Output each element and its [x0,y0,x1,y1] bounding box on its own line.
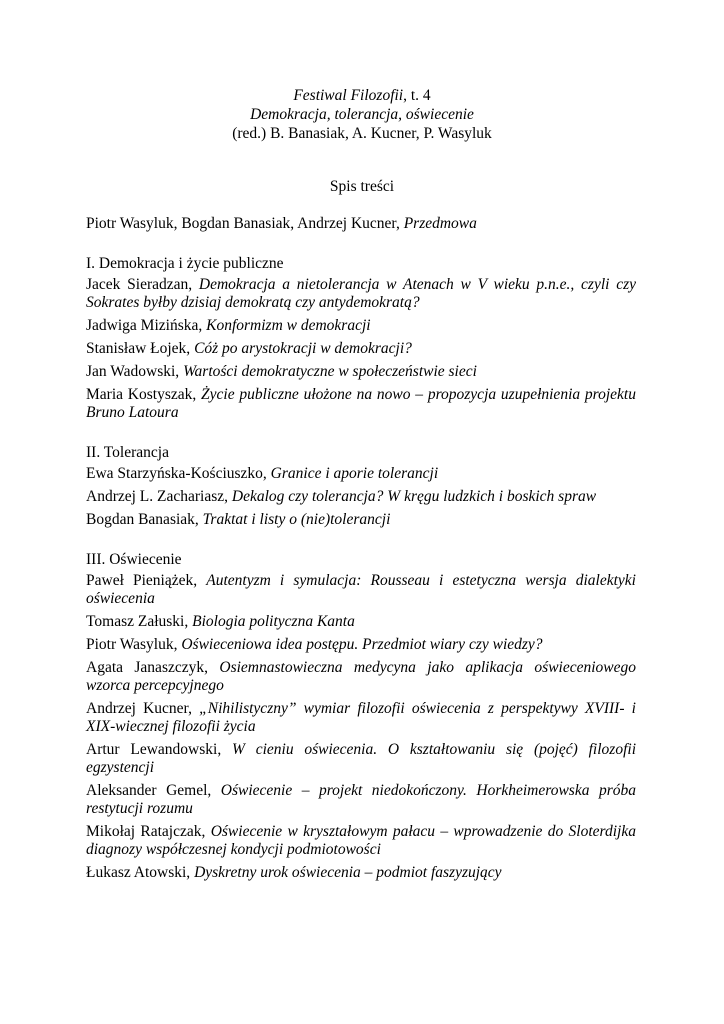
entry-title: Życie publiczne ułożone na nowo – propozycja uzupełnienia projektu Bruno Latoura [86,386,636,421]
entry-title: Granice i aporie tolerancji [270,465,439,482]
toc-entry [86,613,636,631]
toc-content [86,215,636,882]
entry-title: Oświecenie – projekt niedokończony. Horkheimerowska próba restytucji rozumu [86,782,636,817]
entry-authors: Mikołaj Ratajczak, [86,823,211,840]
toc-entry [86,864,636,882]
toc-entry [86,488,636,506]
section-gap [86,233,636,255]
toc-entry [86,317,636,335]
section-gap [86,529,636,551]
section-heading-democracy: I. Demokracja i życie publiczne [86,255,284,272]
series-line [0,86,724,105]
toc-entry [86,340,636,358]
section-heading-enlightenment: III. Oświecenie [86,551,182,568]
toc-entry [86,511,636,529]
toc-entry [86,363,636,381]
toc-entry [86,782,636,818]
entry-authors: Artur Lewandowski, [86,741,232,758]
entry-title: Traktat i listy o (nie)tolerancji [202,511,391,528]
entry-title: Cóż po arystokracji w demokracji? [194,340,412,357]
entry-title: Dekalog czy tolerancja? W kręgu ludzkich i boskich spraw [231,488,597,505]
entry-title: Oświecenie w kryształowym pałacu – wprowadzenie do Sloterdijka diagnozy współczesnej kondycji podmiotowości [86,823,636,858]
entry-authors: Andrzej Kucner, [86,700,200,717]
entry-authors: Łukasz Atowski, [86,864,195,881]
entry-title: Osiemnastowieczna medycyna jako aplikacja oświeceniowego wzorca percepcyjnego [86,659,636,694]
entry-title: Konformizm w demokracji [206,317,371,334]
entry-title: „Nihilistyczny” wymiar filozofii oświecenia z perspektywy XVIII- i XIX-wiecznej filozofii życia [86,700,636,735]
entry-authors: Tomasz Załuski, [86,613,193,630]
entry-title: Autentyzm i symulacja: Rousseau i estetyczna wersja dialektyki oświecenia [86,572,636,607]
section-heading-tolerance: II. Tolerancja [86,444,169,461]
volume-label: , t. 4 [403,87,431,104]
entry-title: Przedmowa [403,215,477,232]
entry-title: W cieniu oświecenia. O kształtowaniu się (pojęć) filozofii egzystencji [86,741,637,776]
toc-entry [86,276,636,312]
toc-entry [86,465,636,483]
entry-title: Biologia polityczna Kanta [192,613,355,630]
toc-title: Spis treści [329,178,395,195]
entry-title: Dyskretny urok oświecenia – podmiot faszyzujący [194,864,502,881]
entry-authors: Ewa Starzyńska-Kościuszko, [86,465,271,482]
toc-entry [86,636,636,654]
book-header [0,86,724,143]
entry-authors: Maria Kostyszak, [86,386,202,403]
toc-entry [86,386,636,422]
entry-authors: Jan Wadowski, [86,363,184,380]
entry-authors: Piotr Wasyluk, Bogdan Banasiak, Andrzej Kucner, [86,215,404,232]
editors-line: (red.) B. Banasiak, A. Kucner, P. Wasyluk [232,125,492,142]
entry-authors: Andrzej L. Zachariasz, [86,488,232,505]
toc-entry [86,700,636,736]
section-gap [86,422,636,444]
entry-title: Demokracja a nietolerancja w Atenach w V wieku p.n.e., czyli czy Sokrates byłby dzisiaj demokratą czy antydemokratą? [86,276,637,311]
entry-authors: Jadwiga Mizińska, [86,317,207,334]
entry-authors: Paweł Pieniążek, [86,572,207,589]
series-title: Festiwal Filozofii [293,87,404,104]
preface-entry [86,215,636,233]
entry-authors: Stanisław Łojek, [86,340,195,357]
entry-authors: Piotr Wasyluk, [86,636,182,653]
toc-entry [86,572,636,608]
entry-title: Oświeceniowa idea postępu. Przedmiot wiary czy wiedzy? [181,636,543,653]
entry-title: Wartości demokratyczne w społeczeństwie sieci [183,363,477,380]
entry-authors: Jacek Sieradzan, [86,276,199,293]
entry-authors: Agata Janaszczyk, [86,659,220,676]
toc-entry [86,823,636,859]
entry-authors: Aleksander Gemel, [86,782,221,799]
book-subtitle: Demokracja, tolerancja, oświecenie [250,106,474,123]
entry-authors: Bogdan Banasiak, [86,511,203,528]
toc-entry [86,659,636,695]
toc-entry [86,741,636,777]
